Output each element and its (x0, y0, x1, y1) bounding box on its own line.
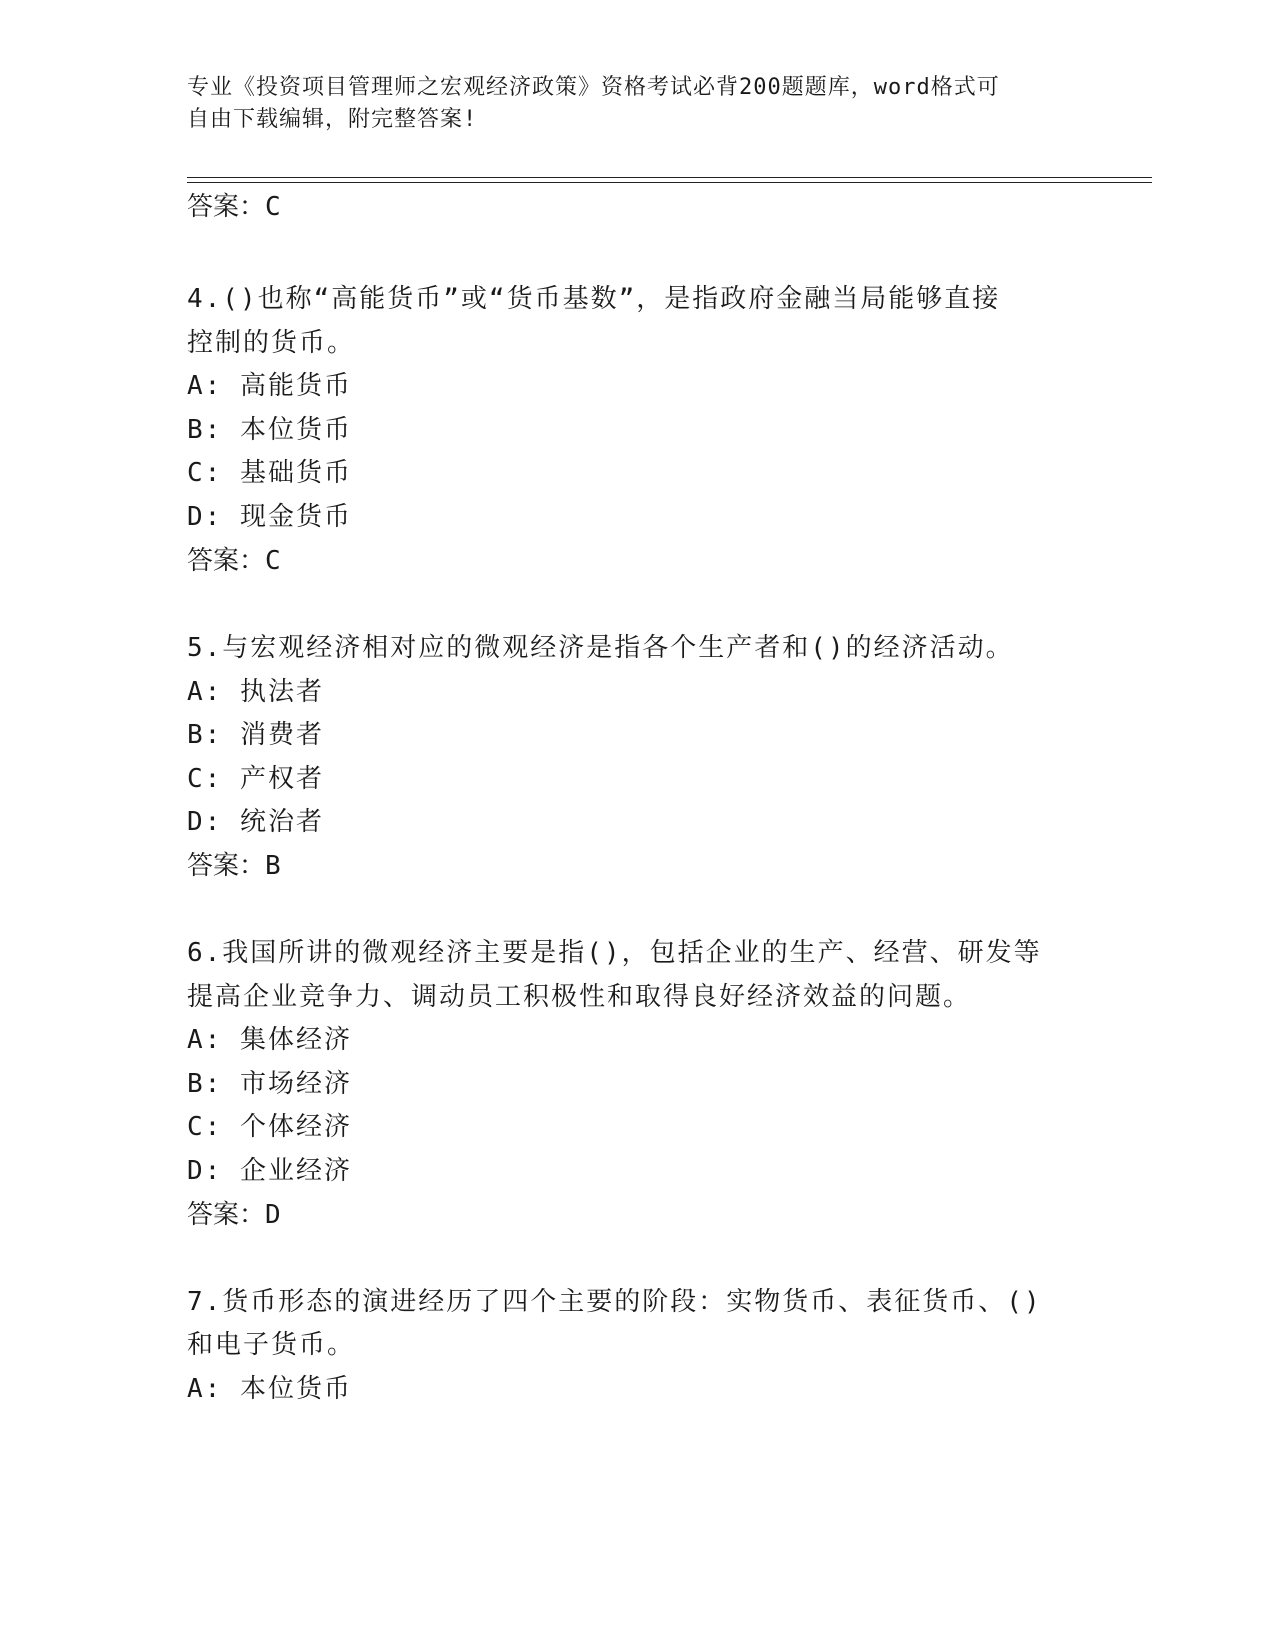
answer-value: C (265, 192, 281, 222)
question-6-option-c: C: 个体经济 (187, 1112, 352, 1142)
question-6-option-d: D: 企业经济 (187, 1156, 352, 1186)
question-5-text-line-1: 5.与宏观经济相对应的微观经济是指各个生产者和()的经济活动。 (187, 633, 1014, 663)
question-7-text-line-2: 和电子货币。 (187, 1330, 356, 1360)
answer-q3 (187, 190, 281, 224)
question-4-text-line-2: 控制的货币。 (187, 328, 356, 358)
answer-label: 答案： (187, 546, 266, 576)
question-5-option-b: B: 消费者 (187, 720, 324, 750)
header-line-2: 自由下载编辑，附完整答案! (187, 107, 478, 132)
answer-value: B (265, 851, 281, 881)
answer-q5 (187, 849, 281, 883)
answer-value: C (265, 546, 281, 576)
question-5-option-c: C: 产权者 (187, 764, 324, 794)
question-7-text-line-1: 7.货币形态的演进经历了四个主要的阶段：实物货币、表征货币、() (187, 1287, 1042, 1317)
question-4-option-a: A: 高能货币 (187, 371, 352, 401)
answer-q6 (187, 1198, 281, 1232)
question-4-option-b: B: 本位货币 (187, 415, 352, 445)
question-4-text-line-1: 4.()也称“高能货币”或“货币基数”，是指政府金融当局能够直接 (187, 284, 1001, 314)
question-4-option-d: D: 现金货币 (187, 502, 352, 532)
question-5-option-a: A: 执法者 (187, 677, 324, 707)
question-6-option-a: A: 集体经济 (187, 1025, 352, 1055)
question-7-option-a: A: 本位货币 (187, 1374, 352, 1404)
header-line-1: 专业《投资项目管理师之宏观经济政策》资格考试必背200题题库，word格式可 (187, 75, 1000, 100)
answer-q4 (187, 544, 281, 578)
answer-label: 答案： (187, 1200, 266, 1230)
header-divider-top (187, 177, 1152, 178)
question-6-option-b: B: 市场经济 (187, 1069, 352, 1099)
header-divider-bottom (187, 182, 1152, 183)
question-4-option-c: C: 基础货币 (187, 458, 352, 488)
answer-value: D (265, 1200, 281, 1230)
document-header (187, 72, 1067, 136)
question-6-text-line-1: 6.我国所讲的微观经济主要是指()，包括企业的生产、经营、研发等 (187, 938, 1042, 968)
answer-label: 答案： (187, 851, 266, 881)
question-5-option-d: D: 统治者 (187, 807, 324, 837)
question-6-text-line-2: 提高企业竞争力、调动员工积极性和取得良好经济效益的问题。 (187, 982, 972, 1012)
answer-label: 答案： (187, 192, 266, 222)
